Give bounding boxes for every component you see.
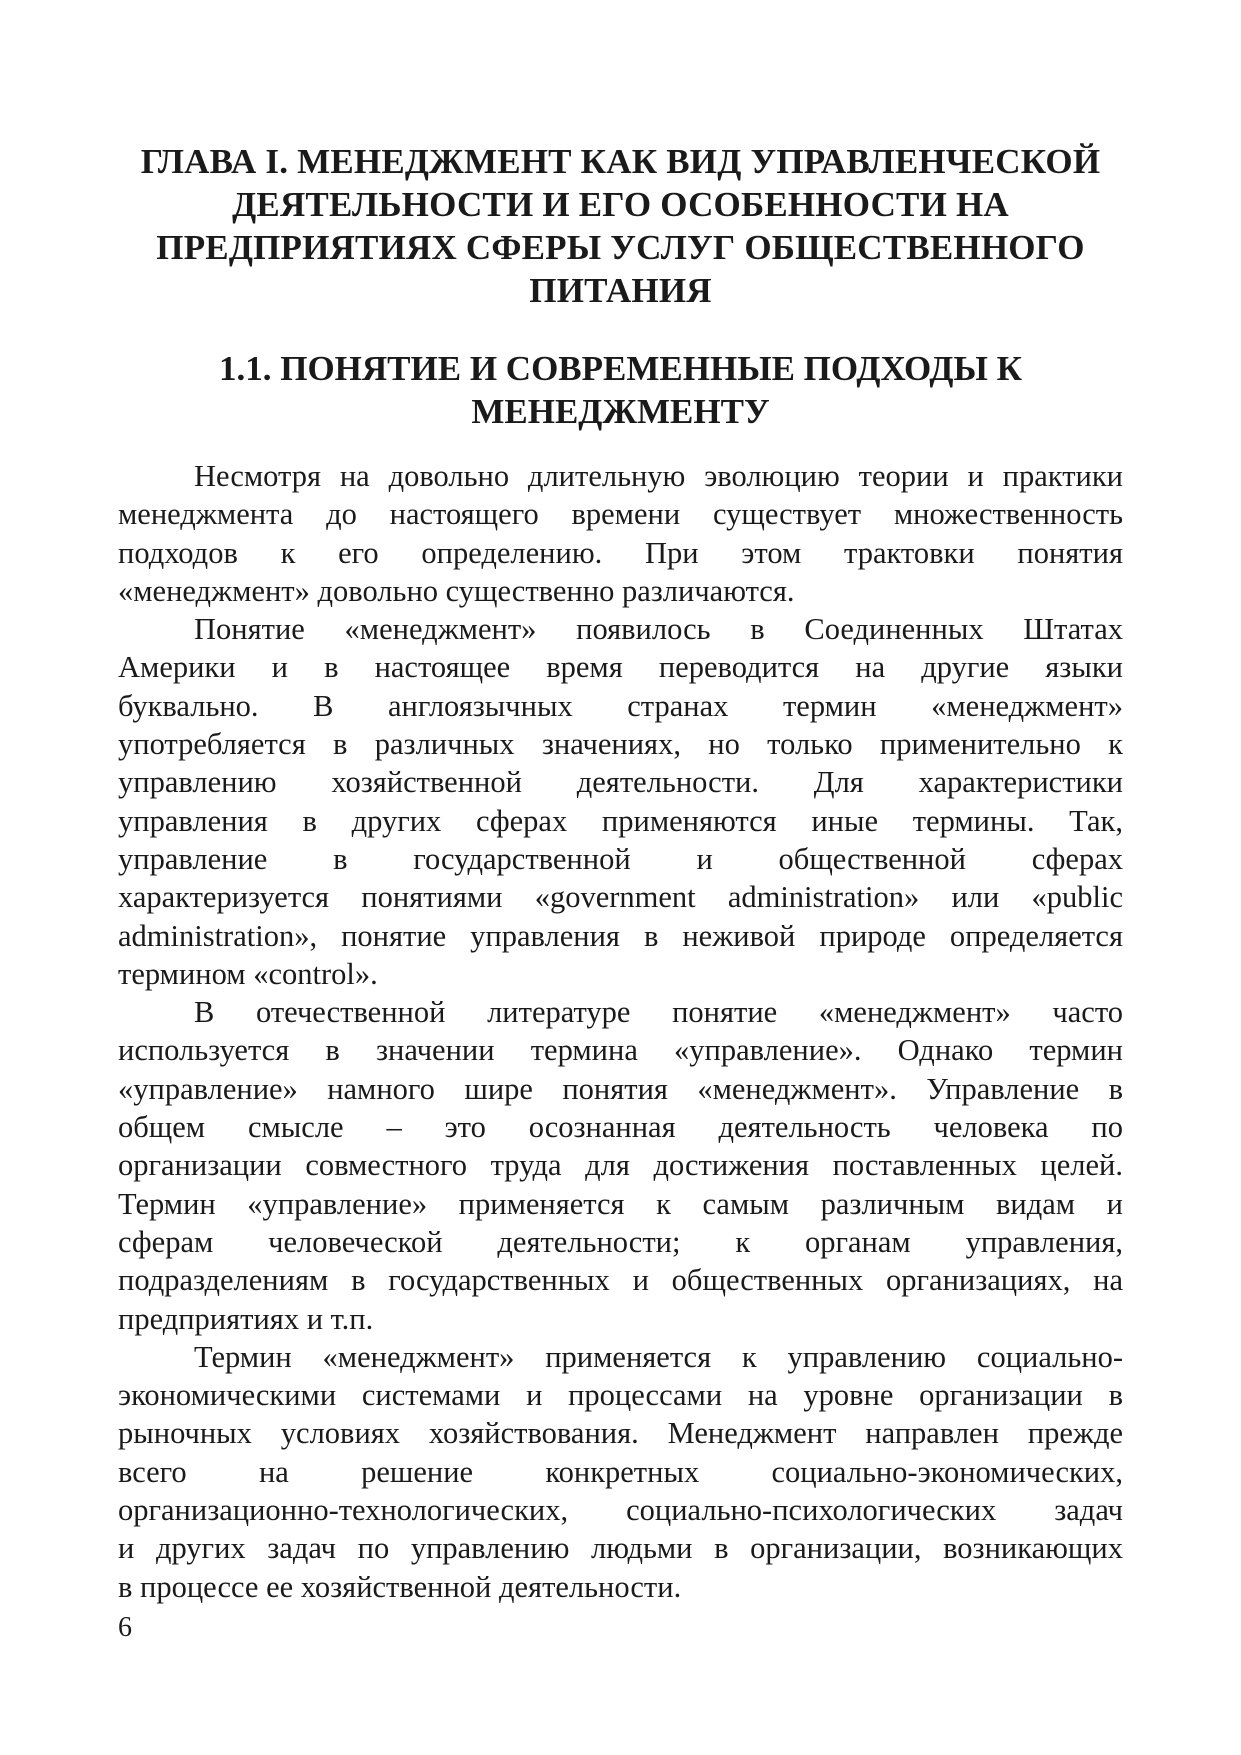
text-line: экономическими системами и процессами на уровне организации в — [118, 1378, 1123, 1413]
section-title-line: МЕНЕДЖМЕНТУ — [471, 392, 770, 431]
text-line: в процессе ее хозяйственной деятельности. — [118, 1569, 682, 1604]
text-line: всего на решение конкретных социально-экономических, — [118, 1454, 1123, 1489]
chapter-title-line: ГЛАВА I. МЕНЕДЖМЕНТ КАК ВИД УПРАВЛЕНЧЕСКОЙ — [140, 142, 1101, 181]
text-line: буквально. В англоязычных странах термин «менеджмент» — [118, 688, 1123, 723]
chapter-title-line: ПРЕДПРИЯТИЯХ СФЕРЫ УСЛУГ ОБЩЕСТВЕННОГО — [156, 228, 1085, 267]
text-line: общем смысле – это осознанная деятельность человека по — [118, 1110, 1123, 1145]
paragraph-4 — [118, 1338, 1123, 1606]
text-line: организации совместного труда для достижения поставленных целей. — [118, 1148, 1123, 1183]
text-line: «управление» намного шире понятия «менеджмент». Управление в — [118, 1071, 1123, 1106]
text-line: управлению хозяйственной деятельности. Для характеристики — [118, 765, 1123, 800]
text-line: administration», понятие управления в неживой природе определяется — [118, 918, 1123, 953]
section-title — [120, 347, 1121, 433]
text-line: В отечественной литературе понятие «менеджмент» часто — [194, 995, 1123, 1030]
text-line: Термин «управление» применяется к самым различным видам и — [118, 1186, 1123, 1221]
text-line: рыночных условиях хозяйствования. Менеджмент направлен прежде — [118, 1416, 1123, 1451]
text-line: Несмотря на довольно длительную эволюцию теории и практики — [194, 459, 1123, 493]
text-line: организационно-технологических, социально-психологических задач — [118, 1493, 1123, 1528]
text-line: Понятие «менеджмент» появилось в Соединенных Штатах — [194, 612, 1123, 647]
text-line: используется в значении термина «управление». Однако термин — [118, 1033, 1123, 1068]
text-line: управление в государственной и общественной сферах — [118, 841, 1123, 876]
text-line: подходов к его определению. При этом трактовки понятия — [118, 535, 1123, 570]
text-line: употребляется в различных значениях, но только применительно к — [118, 727, 1123, 762]
text-line: термином «control». — [118, 956, 378, 991]
text-line: Америки и в настоящее время переводится на другие языки — [118, 650, 1123, 685]
text-line: менеджмента до настоящего времени существует множественность — [118, 497, 1123, 532]
text-line: управления в других сферах применяются иные термины. Так, — [118, 803, 1123, 838]
page-number: 6 — [118, 1612, 132, 1643]
chapter-title-line: ДЕЯТЕЛЬНОСТИ И ЕГО ОСОБЕННОСТИ НА — [232, 185, 1009, 224]
body-text — [118, 457, 1123, 1606]
text-line: и других задач по управлению людьми в организации, возникающих — [118, 1531, 1123, 1566]
text-line: предприятиях и т.п. — [118, 1301, 374, 1336]
text-line: подразделениям в государственных и общественных организациях, на — [118, 1263, 1123, 1298]
chapter-title-line: ПИТАНИЯ — [529, 271, 712, 310]
text-line: сферам человеческой деятельности; к органам управления, — [118, 1224, 1123, 1259]
text-line: Термин «менеджмент» применяется к управлению социально- — [194, 1339, 1123, 1374]
chapter-title — [120, 140, 1121, 312]
paragraph-2 — [118, 610, 1123, 993]
text-line: характеризуется понятиями «government administration» или «public — [118, 880, 1123, 915]
paragraph-1 — [118, 457, 1123, 610]
paragraph-3 — [118, 993, 1123, 1338]
section-title-line: 1.1. ПОНЯТИЕ И СОВРЕМЕННЫЕ ПОДХОДЫ К — [218, 349, 1023, 388]
text-line: «менеджмент» довольно существенно различаются. — [118, 573, 795, 608]
